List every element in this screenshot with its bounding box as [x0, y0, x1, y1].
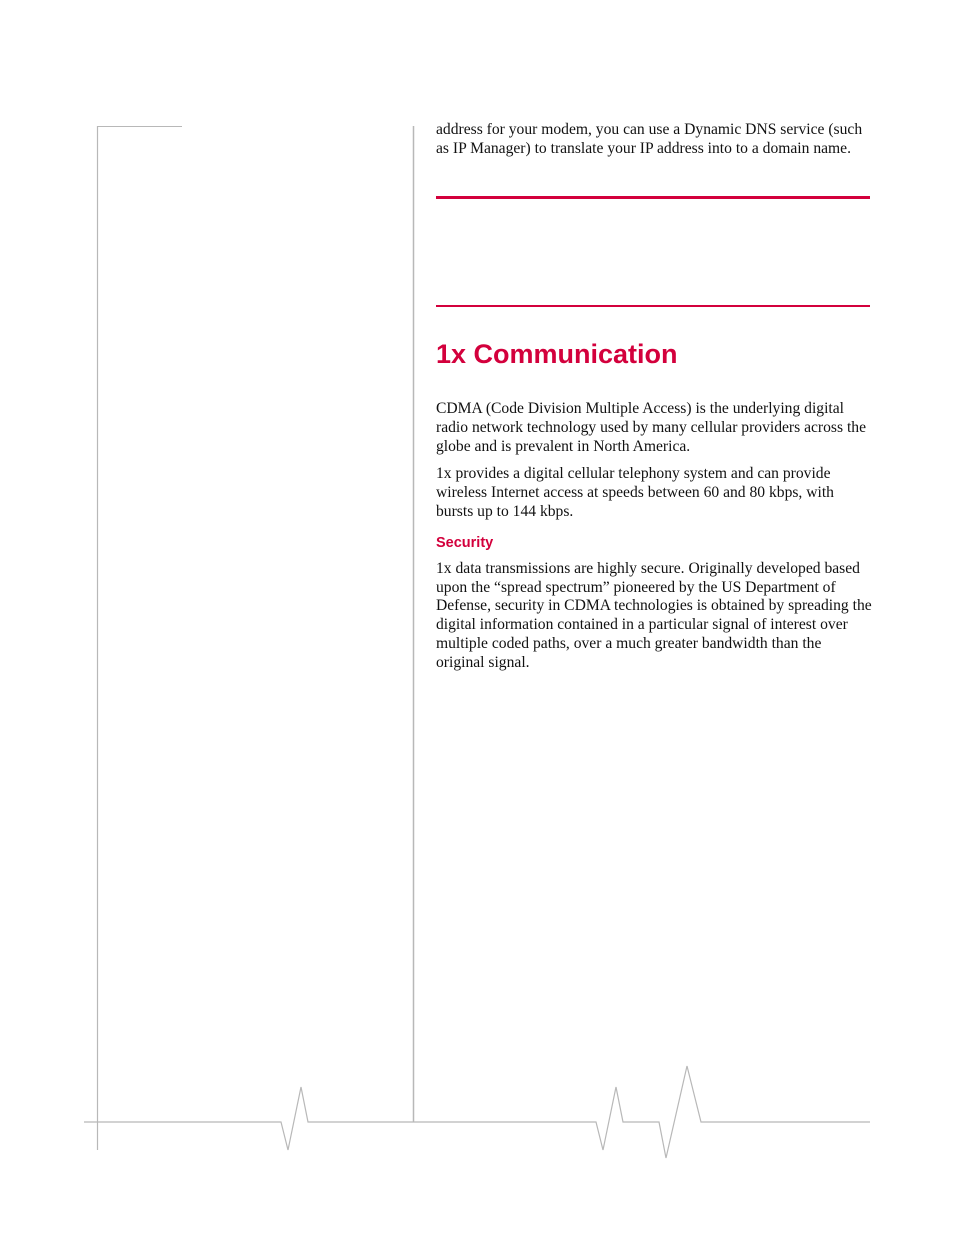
- 1x-speed-paragraph: 1x provides a digital cellular telephony system and can provide wireless Internet access at speeds between 60 and 80 kbps, with bursts up to 144 kbps.: [436, 465, 834, 520]
- cdma-paragraph: CDMA (Code Division Multiple Access) is the underlying digital radio network technology used by many cellular providers across the globe and is prevalent in North America.: [436, 400, 867, 455]
- section-body: [436, 400, 872, 682]
- security-paragraph: 1x data transmissions are highly secure. Originally developed based upon the “spread spectrum” pioneered by the US Department of Defense, security in CDMA technologies is obtained by spreading the digital information contained in a particular signal of interest over multiple coded paths, over a much greater bandwidth than the original signal.: [436, 559, 872, 671]
- security-heading: Security: [436, 534, 494, 551]
- intro-paragraph: address for your modem, you can use a Dynamic DNS service (such as IP Manager) to translate your IP address into to a domain name.: [436, 121, 863, 157]
- signal-waveform-icon: [84, 1066, 870, 1158]
- section-title: 1x Communication: [436, 339, 678, 369]
- section-top-rule: [436, 196, 870, 199]
- section-bottom-rule: [436, 305, 870, 307]
- intro-text-block: [436, 121, 872, 159]
